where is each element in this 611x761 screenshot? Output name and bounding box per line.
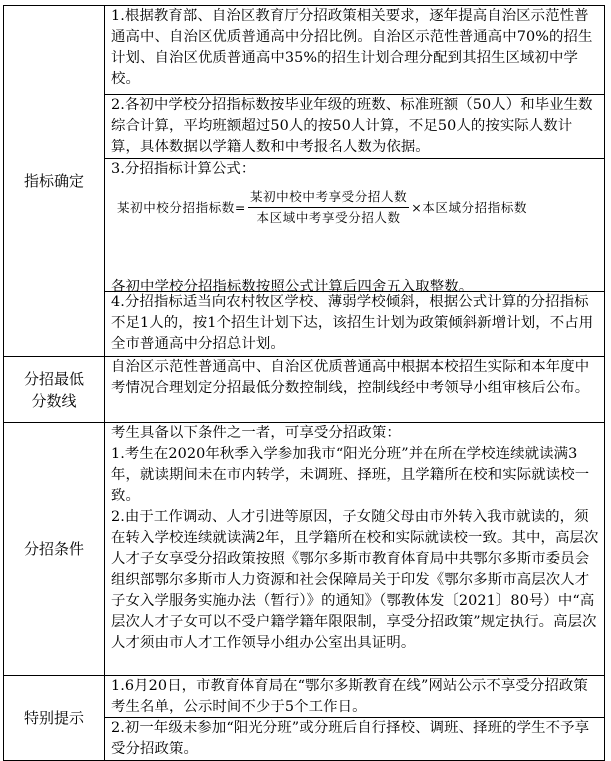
tips-item-1 <box>105 676 604 718</box>
row-min-score <box>4 357 605 423</box>
row-label-min-score <box>4 357 105 423</box>
formula-denominator: 本区域中考享受分招人数 <box>256 210 401 225</box>
conditions-item-1: 1.考生在2020年秋季入学参加我市“阳光分班”并在所在学校连续就读满3年，就读期间未在市内转学，未调班、择班，且学籍所在校和实际就读校一致。 <box>111 446 590 504</box>
indicator-item-2 <box>105 95 604 159</box>
row-content-conditions <box>105 423 605 676</box>
policy-table <box>3 5 605 761</box>
min-score-label-line1: 分招最低 <box>23 369 84 388</box>
row-label-conditions: 分招条件 <box>4 423 105 676</box>
row-content-indicator <box>105 6 605 357</box>
tips-item-2 <box>105 718 604 760</box>
conditions-intro: 考生具备以下条件之一者，可享受分招政策： <box>111 425 401 441</box>
row-content-tips <box>105 676 605 761</box>
indicator-item-3-formula <box>105 159 604 295</box>
formula-numerator: 某初中校中考享受分招人数 <box>248 188 409 208</box>
formula-rhs: ×本区域分招指标数 <box>411 199 528 215</box>
formula-lhs: 某初中校分招指标数= <box>117 199 246 215</box>
row-conditions <box>4 423 605 676</box>
indicator-item-1 <box>105 6 604 95</box>
min-score-text: 自治区示范性普通高中、自治区优质普通高中根据本校招生实际和本年度中考情况合理划定分招最低分数控制线，控制线经中考领导小组审核后公布。 <box>111 359 590 396</box>
indicator-item-4-text: 4.分招指标适当向农村牧区学校、薄弱学校倾斜，根据公式计算的分招指标不足1人的，按1个招生计划下达，该招生计划为政策倾斜新增计划，不占用全市普通高中分招总计划。 <box>111 294 594 352</box>
formula-note: 各初中学校分招指标数按照公式计算后四舍五入取整数。 <box>111 279 474 295</box>
indicator-item-2-text: 2.各初中学校分招指标数按毕业年级的班数、标准班额（50人）和毕业生数综合计算，平均班额超过50人的按50人计算，不足50人的按实际人数计算，具体数据以学籍人数和中考报名人数为依据。 <box>111 97 593 155</box>
row-tips <box>4 676 605 761</box>
formula <box>117 188 600 227</box>
indicator-item-1-text: 1.根据教育部、自治区教育厅分招政策相关要求，逐年提高自治区示范性普通高中、自治区优质普通高中分招比例。自治区示范性普通高中70%的招生计划、自治区优质普通高中35%的招生计划合理分配到其招生区域初中学校。 <box>111 8 593 87</box>
tips-item-1-text: 1.6月20日，市教育体育局在“鄂尔多斯教育在线”网站公示不享受分招政策考生名单，公示时间不少于5个工作日。 <box>111 678 588 715</box>
indicator-item-4 <box>105 292 604 355</box>
row-content-min-score <box>105 357 605 423</box>
conditions-item-2: 2.由于工作调动、人才引进等原因，子女随父母由市外转入我市就读的，须在转入学校连续就读满2年，且学籍所在校和实际就读校一致。其中，高层次人才子女享受分招政策按照《鄂尔多斯市教育体育局中共鄂尔多斯市委员会组织部鄂尔多斯市人力资源和社会保障局关于印发《鄂尔多斯市高层次人才子女入学服务实施办法（暂行）》的通知》（鄂教体发〔2021〕80号）中“高层次人才子女可以不受户籍学籍年限限制，享受分招政策”规定执行。高层次人才须由市人才工作领导小组办公室出具证明。 <box>111 509 599 651</box>
row-label-tips: 特别提示 <box>4 676 105 761</box>
row-label-indicator: 指标确定 <box>4 6 105 357</box>
min-score-label-line2: 分数线 <box>31 391 77 410</box>
row-indicator <box>4 6 605 357</box>
formula-fraction <box>248 188 409 227</box>
formula-title: 3.分招指标计算公式： <box>111 161 256 177</box>
tips-item-2-text: 2.初一年级未参加“阳光分班”或分班后自行择校、调班、择班的学生不予享受分招政策。 <box>111 720 590 757</box>
